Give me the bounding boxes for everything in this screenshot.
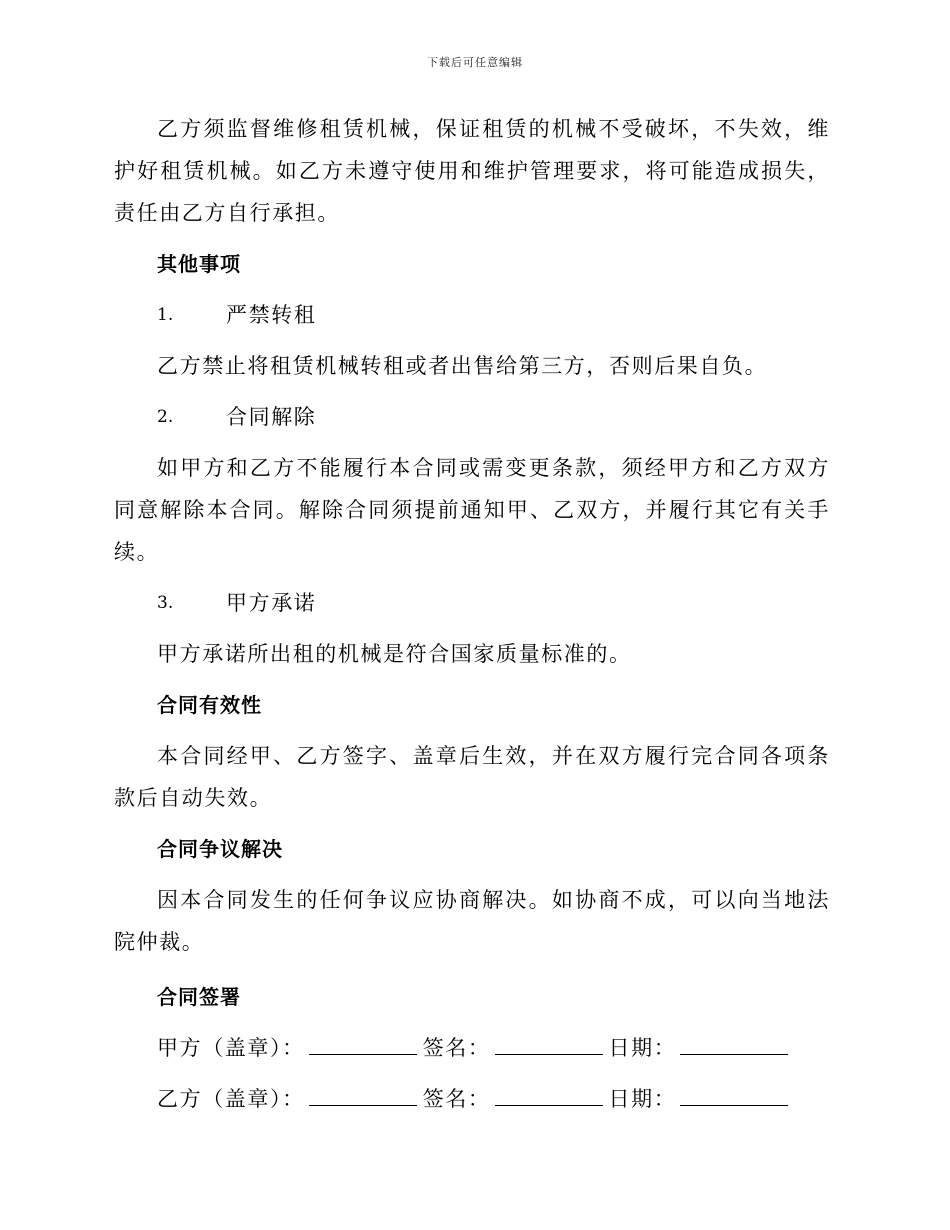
seal-blank-line[interactable] (309, 1085, 417, 1106)
paragraph-validity: 本合同经甲、乙方签字、盖章后生效，并在双方履行完合同各项条款后自动失效。 (114, 744, 830, 810)
document-body (114, 108, 830, 1120)
paragraph-commitment: 甲方承诺所出租的机械是符合国家质量标准的。 (157, 642, 632, 666)
list-item-2 (114, 396, 830, 438)
signature-row-party-b (114, 1078, 830, 1120)
date-label: 日期： (608, 1087, 677, 1111)
section-title-other-matters: 其他事项 (157, 252, 241, 276)
list-item-title: 甲方承诺 (226, 591, 317, 615)
list-item-3 (114, 582, 830, 624)
party-label: 乙方（盖章）： (157, 1087, 305, 1111)
date-blank-line[interactable] (680, 1085, 788, 1106)
list-item-title: 合同解除 (226, 405, 317, 429)
sign-label: 签名： (422, 1036, 491, 1060)
section-title-validity: 合同有效性 (157, 693, 262, 717)
list-item-1 (114, 294, 830, 336)
signature-blank-line[interactable] (495, 1085, 603, 1106)
paragraph-dispute: 因本合同发生的任何争议应协商解决。如协商不成，可以向当地法院仲裁。 (114, 888, 830, 954)
paragraph-maintenance: 乙方须监督维修租赁机械，保证租赁的机械不受破坏，不失效，维护好租赁机械。如乙方未遵守使用和维护管理要求，将可能造成损失，责任由乙方自行承担。 (114, 117, 830, 225)
date-blank-line[interactable] (680, 1034, 788, 1055)
date-label: 日期： (608, 1036, 677, 1060)
signature-row-party-a (114, 1027, 830, 1069)
list-item-number: 2. (157, 407, 174, 427)
paragraph-sublet: 乙方禁止将租赁机械转租或者出售给第三方，否则后果自负。 (157, 354, 768, 378)
paragraph-termination: 如甲方和乙方不能履行本合同或需变更条款，须经甲方和乙方双方同意解除本合同。解除合同须提前通知甲、乙双方，并履行其它有关手续。 (114, 456, 830, 564)
party-label: 甲方（盖章）： (157, 1036, 305, 1060)
sign-label: 签名： (422, 1087, 491, 1111)
list-item-number: 3. (157, 593, 174, 613)
section-title-dispute: 合同争议解决 (157, 837, 283, 861)
seal-blank-line[interactable] (309, 1034, 417, 1055)
page-header-note: 下载后可任意编辑 (427, 56, 523, 69)
section-title-signing: 合同签署 (157, 985, 241, 1009)
signature-blank-line[interactable] (495, 1034, 603, 1055)
list-item-title: 严禁转租 (226, 303, 317, 327)
list-item-number: 1. (157, 305, 174, 325)
